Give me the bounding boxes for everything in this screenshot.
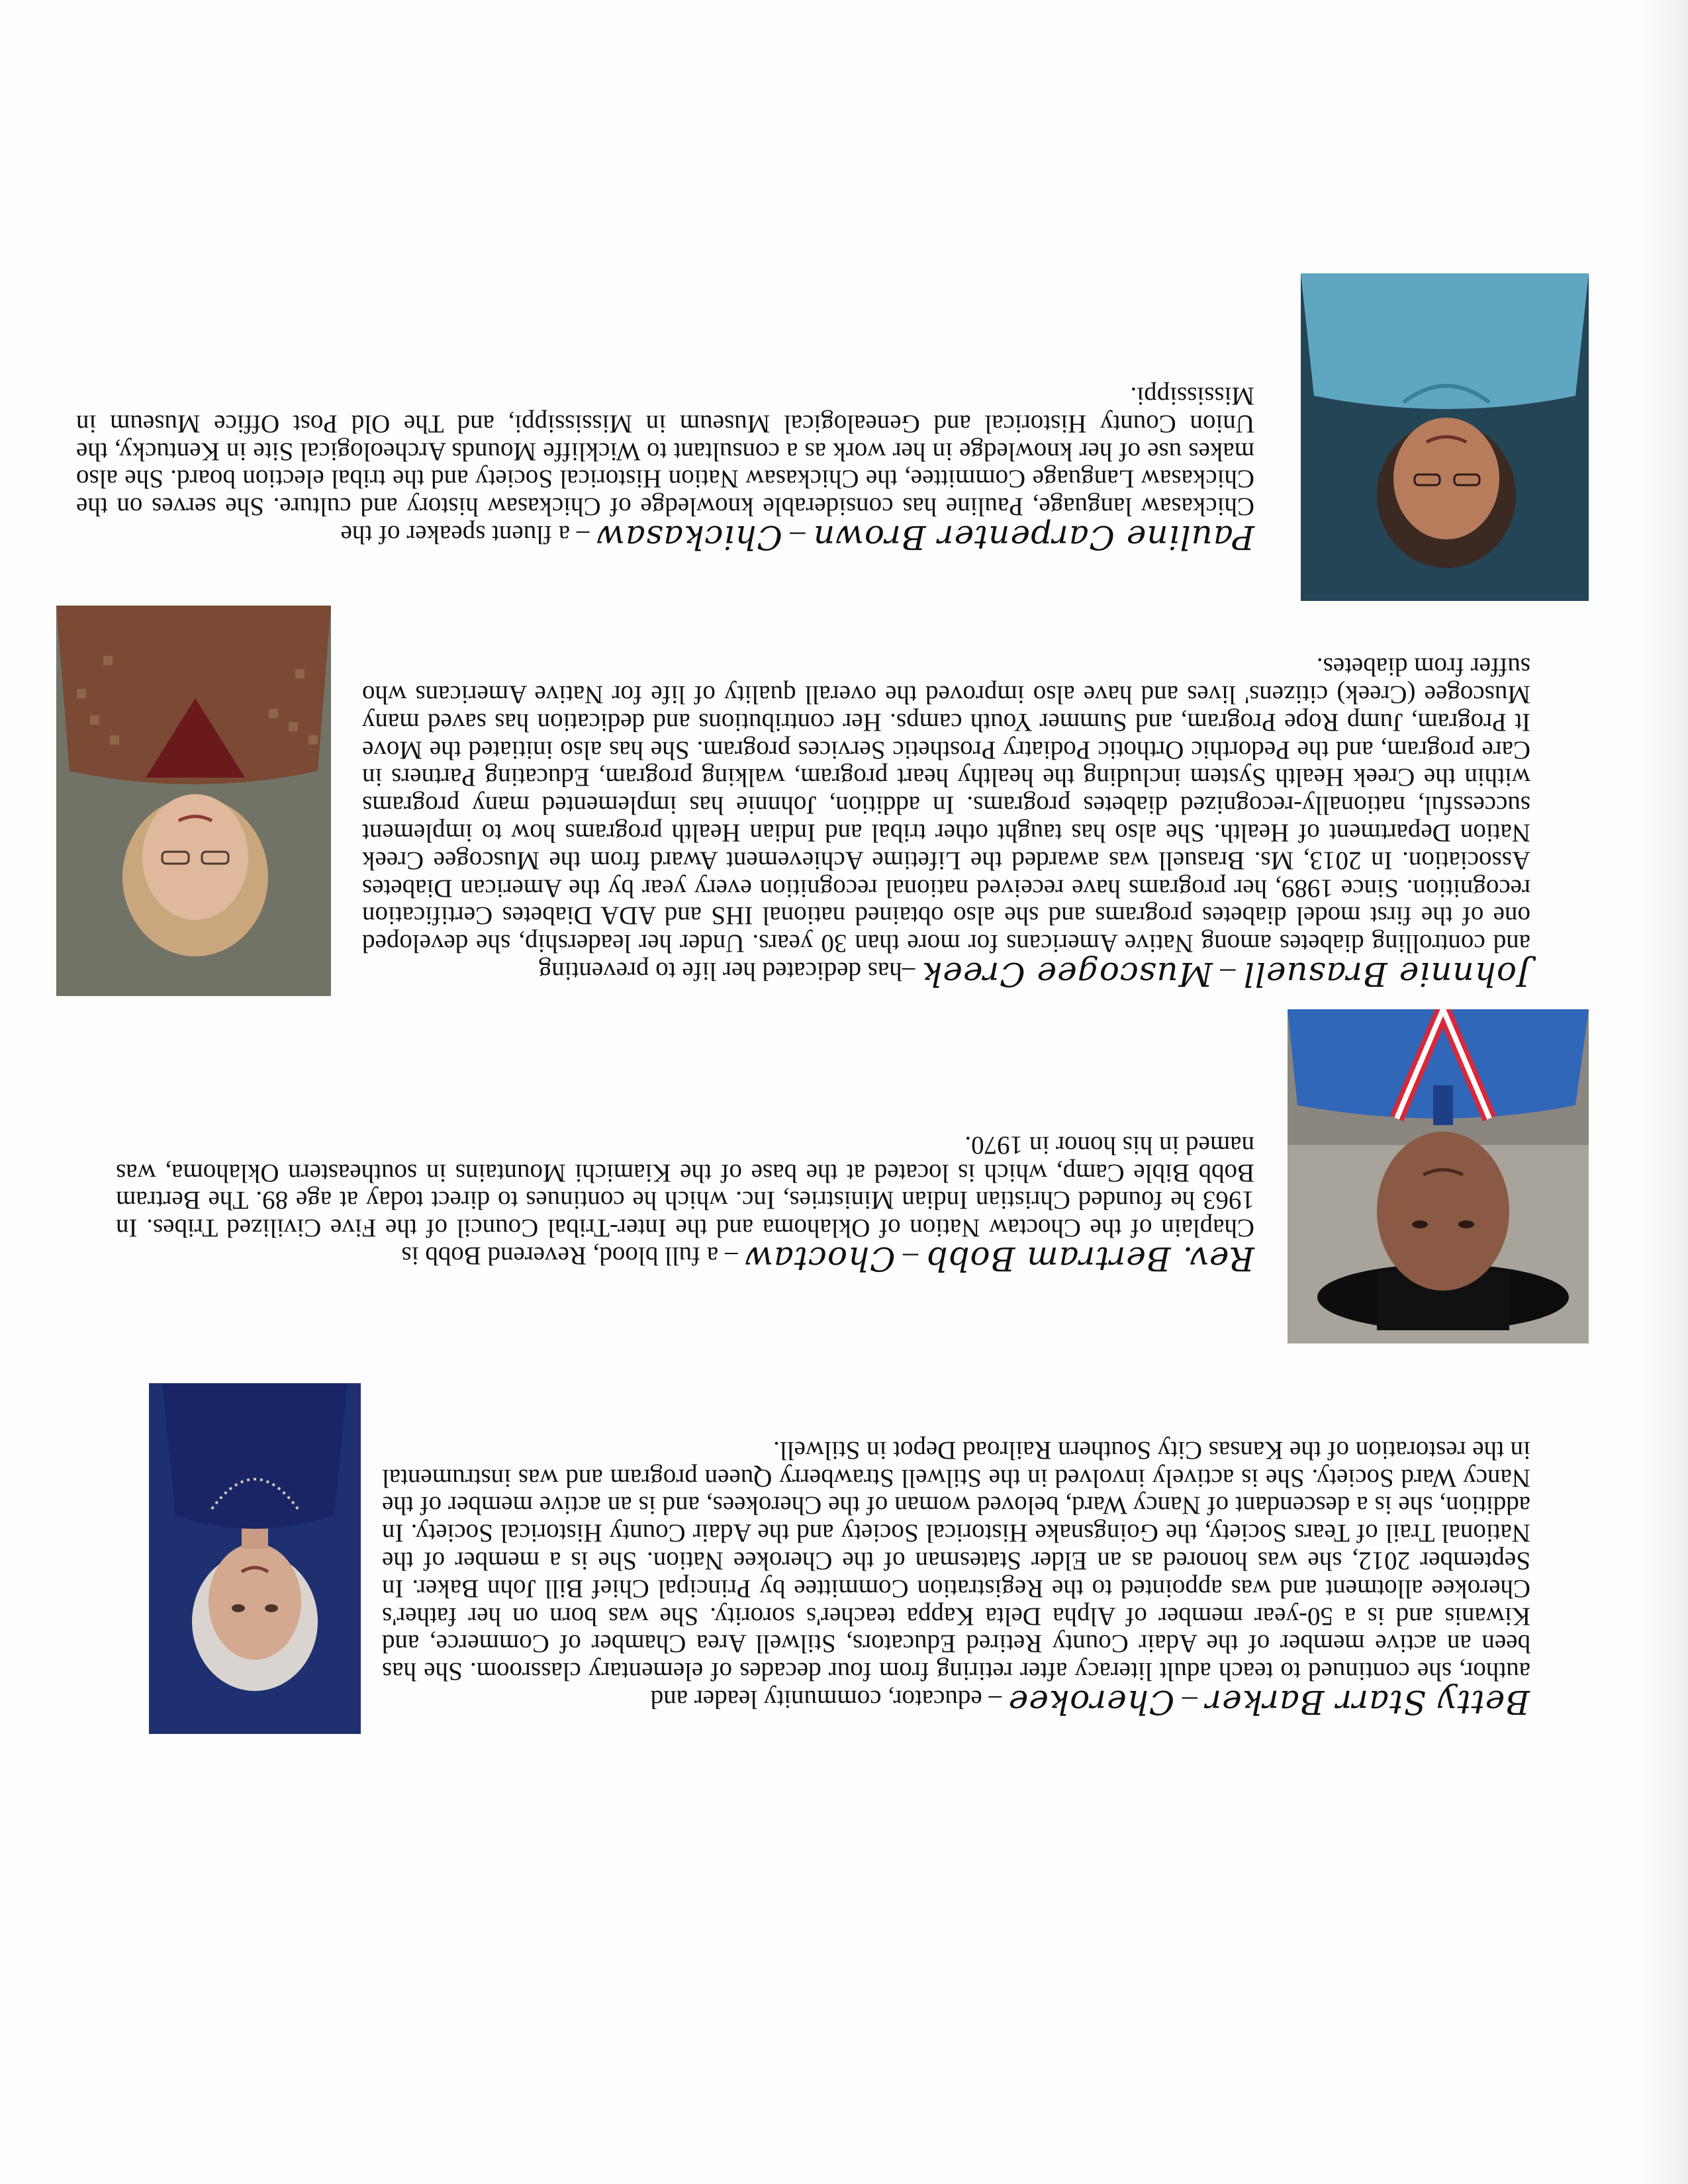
bio-heading: Rev. Bertram Bobb – Choctaw – a full blood, Reverend Bobb is <box>401 1240 1254 1278</box>
bio-lead-text: – a fluent speaker of the <box>340 520 596 549</box>
bio-entry-bertram-bobb <box>116 1130 1254 1278</box>
portrait-photo-bertram-bobb <box>1288 1009 1589 1343</box>
bio-text: Chaplain of the Choctaw Nation of Oklahoma and the Inter-Tribal Council of the Five Civilized Tribes. In 1963 he founded Christian Indian Ministries, Inc. which he continues to direct today at age 89. The Bertram Bobb Bible Camp, which is located at the base of the Kiamichi Mountains in southeastern Oklahoma, was named in his honor in 1970. <box>116 1130 1254 1243</box>
bio-text: Chickasaw language, Pauline has considerable knowledge of Chickasaw history and culture. She serves on the Chickasaw Language Committee, the Chickasaw Nation Historical Society and the tribal election board. She also makes use of her knowledge in her work as a consultant to Wickliffe Mounds Archeological Site in Kentucky, the Union County Historical and Genealogical Museum in Mississippi, and The Old Post Office Museum in Mississippi. <box>76 382 1254 522</box>
person-name: Johnnie Brasuell <box>1243 955 1530 993</box>
bio-heading: Betty Starr Barker – Cherokee – educator, community leader and <box>650 1683 1530 1721</box>
bio-lead-text: – educator, community leader and <box>650 1685 1008 1713</box>
bio-heading: Pauline Carpenter Brown – Chickasaw – a fluent speaker of the <box>340 518 1254 557</box>
portrait-photo-pauline-carpenter-brown <box>1301 273 1589 601</box>
bio-lead-text: – a full blood, Reverend Bobb is <box>401 1242 745 1270</box>
person-name: Pauline Carpenter Brown <box>812 518 1254 557</box>
bio-text: author, she continued to teach adult literacy after retiring from four decades of elementary classroom. She has been an active member of the Adair County Retired Educators, Stilwell Area Chamber of Commerce, and Kiwanis and is a 50-year member of Alpha Delta Kappa teacher's sorority. She was born on her father's Cherokee allotment and was appointed to the Registration Committee by Principal Chief Bill John Baker. In September 2012, she was honored as an Elder Statesman of the Cherokee Nation. She is a member of the National Trail of Tears Society, the Goingsnake Historical Society and the Adair County Historical Society. In addition, she is a descendant of Nancy Ward, beloved woman of the Cherokees, and is an active member of the Nancy Ward Society. She is actively involved in the Stilwell Strawberry Queen program and was instrumental in the restoration of the Kansas City Southern Railroad Depot in Stilwell. <box>382 1435 1530 1686</box>
tribe-name: Muscogee Creek <box>921 955 1213 993</box>
tribe-name: Choctaw <box>744 1240 896 1278</box>
bio-lead-text: –has dedicated her life to preventing <box>538 957 921 985</box>
portrait-photo-betty-starr-barker <box>149 1383 361 1734</box>
bio-text: and controlling diabetes among Native Americans for more than 30 years. Under her leadership, she developed one of the first model diabetes programs and she also obtained national IHS and ADA Diabetes Certification recognition. Since 1989, her programs have received national recognition every year by the American Diabetes Association. In 2013, Ms. Brasuell was awarded the Lifetime Achievement Award from the Muscogee Creek Nation Department of Health. She also has taught other tribal and Indian Health programs how to implement successful, nationally-recognized diabetes programs. In addition, Johnnie has implemented many programs within the Creek Health System including the healthy heart program, walking program, Educating Partners in Care program, and the Pedorthic Orthotic Podiatry Prosthetic Services program. She has also initiated the Move It Program, Jump Rope Program, and Summer Youth camps. Her contributions and dedication has saved many Muscogee (Creek) citizens' lives and have also improved the overall quality of life for Native Americans who suffer from diabetes. <box>362 653 1530 958</box>
bio-entry-pauline-carpenter-brown <box>76 382 1254 557</box>
portrait-photo-johnnie-brasuell <box>56 606 331 996</box>
bio-entry-johnnie-brasuell <box>362 653 1530 993</box>
person-name: Rev. Bertram Bobb <box>925 1240 1254 1278</box>
bio-entry-betty-starr-barker <box>382 1435 1530 1721</box>
person-name: Betty Starr Barker <box>1205 1683 1530 1721</box>
bio-heading: Johnnie Brasuell – Muscogee Creek –has dedicated her life to preventing <box>538 955 1530 993</box>
tribe-name: Cherokee <box>1008 1683 1175 1721</box>
tribe-name: Chickasaw <box>596 518 782 557</box>
